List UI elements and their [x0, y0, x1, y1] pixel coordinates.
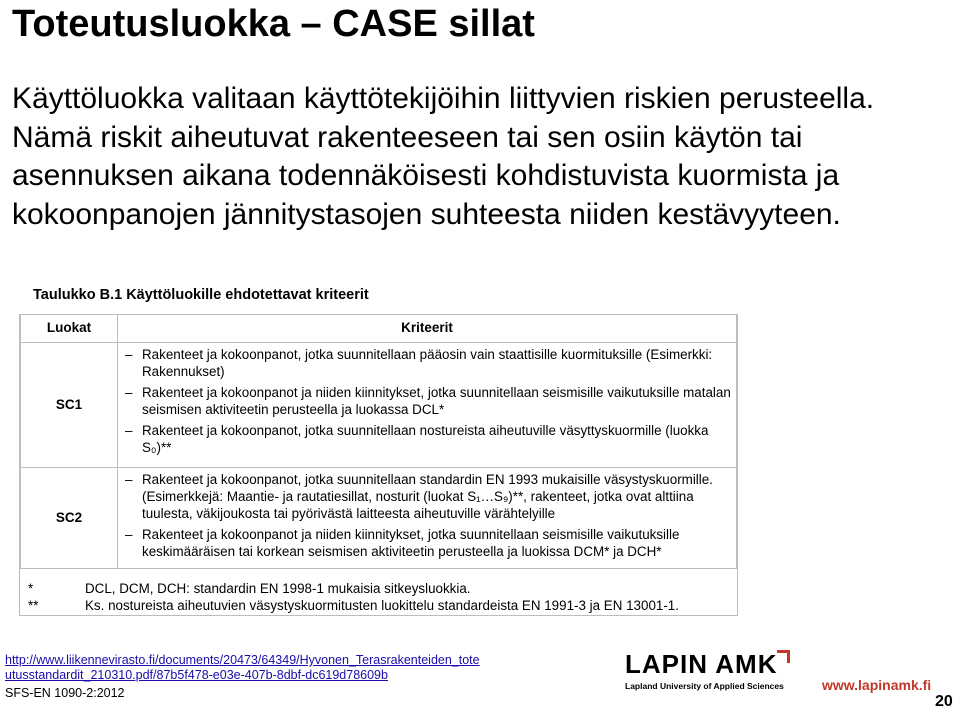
dash-bullet: –: [125, 423, 133, 439]
page-number: 20: [935, 693, 953, 710]
logo-tagline: Lapland University of Applied Sciences: [625, 681, 784, 691]
table-header-row: [21, 315, 737, 343]
source-link[interactable]: [5, 653, 515, 683]
source-link-line-2[interactable]: utusstandardit_210310.pdf/87b5f478-e03e-407b-8dbf-dc619d78609b: [5, 668, 388, 682]
footnote-mark: *: [28, 581, 34, 596]
criteria-item: – Rakenteet ja kokoonpanot ja niiden kiinnitykset, jotka suunnitellaan seismisille vaikutuksille keskimääräisen tai korkean seismisen aktiviteetin perusteella ja luokissa DCM* ja DCH*: [125, 526, 680, 559]
website-url[interactable]: www.lapinamk.fi: [822, 677, 932, 693]
criteria-table: [19, 314, 738, 616]
footnote-mark: **: [28, 598, 39, 613]
lapin-amk-logo: [625, 648, 795, 694]
dash-bullet: –: [125, 526, 133, 542]
logo-wordmark: LAPIN AMK: [625, 649, 778, 679]
criteria-item: – Rakenteet ja kokoonpanot, jotka suunnitellaan pääosin vain staattisille kuormituksille (Esimerkki: Rakennukset): [125, 347, 713, 379]
column-header-classes: Luokat: [21, 315, 118, 343]
body-paragraph: Käyttöluokka valitaan käyttötekijöihin liittyvien riskien perusteella. Nämä riskit aiheutuvat rakenteeseen tai sen osiin käytön tai asennuksen aikana todennäköisesti kohdistuvista kuormista ja kokoonpanojen jännitystasojen suhteesta niiden kestävyyteen.: [12, 82, 875, 231]
standard-reference: SFS-EN 1090-2:2012: [5, 686, 125, 700]
criteria-cell: [118, 343, 737, 468]
criteria-item: – Rakenteet ja kokoonpanot, jotka suunnitellaan nostureista aiheutuville väsyttyskuormille (luokka S₀)**: [125, 423, 709, 455]
dash-bullet: –: [125, 347, 133, 362]
footnote-text: Ks. nostureista aiheutuvien väsystyskuormitusten luokittelu standardeista EN 1991-3 ja EN 13001-1.: [85, 598, 679, 613]
footnote-text: DCL, DCM, DCH: standardin EN 1998-1 mukaisia sitkeysluokkia.: [85, 581, 471, 596]
criteria-cell: [118, 468, 737, 569]
class-cell-sc1: SC1: [21, 343, 118, 468]
criteria-item: – Rakenteet ja kokoonpanot, jotka suunnitellaan standardin EN 1993 mukaisille väsystyskuormille. (Esimerkkejä: Maantie- ja rautatiesillat, nosturit (luokat S₁…S₉)**, rakenteet, jotka ovat alttiina tuulesta, väkijoukosta tai pyörivästä laitteesta aiheutuville värähtelyille: [125, 472, 713, 521]
table-caption: Taulukko B.1 Käyttöluokille ehdotettavat kriteerit: [33, 287, 369, 303]
table-row: [21, 343, 737, 468]
dash-bullet: –: [125, 472, 133, 487]
slide-title: Toteutusluokka – CASE sillat: [12, 3, 535, 45]
table-row: [21, 468, 737, 569]
class-cell-sc2: SC2: [21, 468, 118, 569]
criteria-item: – Rakenteet ja kokoonpanot ja niiden kiinnitykset, jotka suunnitellaan seismisille vaikutuksille matalan seismisen aktiviteetin perusteella ja luokassa DCL*: [125, 385, 731, 417]
dash-bullet: –: [125, 385, 133, 401]
source-link-line-1[interactable]: http://www.liikennevirasto.fi/documents/20473/64349/Hyvonen_Terasrakenteiden_tote: [5, 653, 480, 667]
column-header-criteria: Kriteerit: [118, 315, 737, 343]
logo-corner-mark-icon: [777, 650, 790, 663]
